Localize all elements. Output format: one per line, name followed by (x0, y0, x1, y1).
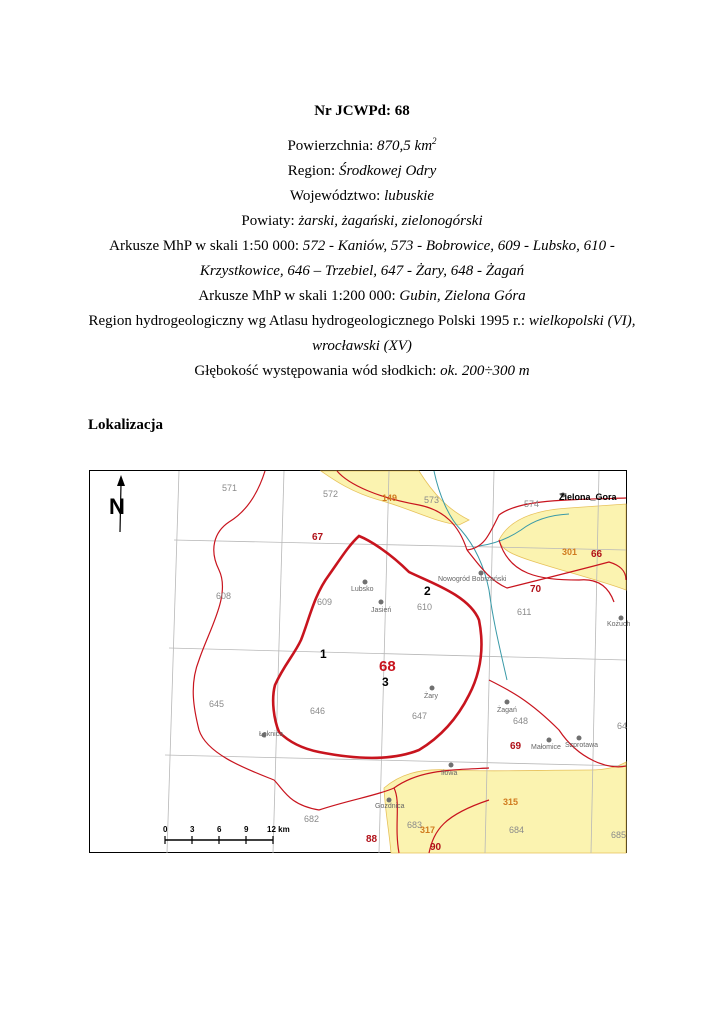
town-label: Żary (424, 693, 438, 700)
town-label: Szprotawa (565, 742, 599, 749)
town-label: Kożuch (607, 621, 631, 628)
scale-tick: 6 (217, 825, 222, 834)
sheet-number: 646 (310, 706, 326, 716)
town-label: Małomice (531, 744, 561, 751)
voivodeship-line: Województwo: lubuskie (289, 188, 435, 204)
depth-line: Głębokość występowania wód słodkich: ok. 200÷300 m (194, 363, 530, 379)
sheets200-line: Arkusze MhP w skali 1:200 000: Gubin, Zielona Góra (198, 288, 526, 304)
town-label: Lubsko (351, 586, 374, 593)
sheet-number: 682 (304, 814, 320, 824)
sheet-number: 684 (509, 825, 525, 835)
gw-number: 301 (562, 547, 578, 557)
hydro-region-line: Region hydrogeologiczny wg Atlasu hydrogeologicznego Polski 1995 r.: wielkopolski (VI), (88, 313, 636, 329)
town-label: Żagań (497, 707, 517, 714)
sheets50-line: Arkusze MhP w skali 1:50 000: 572 - Kaniów, 573 - Bobrowice, 609 - Lubsko, 610 - (109, 238, 615, 254)
jcwpd-number: 88 (366, 834, 378, 845)
section-title-localization: Lokalizacja (88, 417, 163, 433)
jcwpd-number: 90 (430, 842, 442, 853)
north-label: N (109, 494, 125, 519)
town-label: Gozdnica (375, 803, 405, 810)
sheet-number: 611 (517, 607, 532, 617)
sheet-number: 610 (417, 602, 433, 612)
sheet-number: 647 (412, 711, 428, 721)
sheet-number: 685 (611, 830, 627, 840)
subarea-label: 3 (382, 675, 389, 689)
sheet-number: 648 (513, 716, 529, 726)
sheet-number: 683 (407, 820, 423, 830)
town-label: Nowogród Bobrzański (438, 576, 507, 583)
sheet-number: 571 (222, 483, 238, 493)
scale-tick: 3 (190, 825, 195, 834)
town-label: Łęknica (259, 731, 284, 738)
sheet-number: 574 (524, 499, 540, 509)
town-label: Zielona_Gora (559, 492, 617, 502)
jcwpd-title: Nr JCWPd: 68 (314, 103, 410, 119)
scale-tick: 9 (244, 825, 249, 834)
gw-number: 315 (503, 797, 519, 807)
sheet-number: 609 (317, 597, 333, 607)
sheet-number: 645 (209, 699, 225, 709)
counties-line: Powiaty: żarski, żagański, zielonogórski (241, 213, 483, 229)
sheet-number: 608 (216, 591, 232, 601)
gw-number: 149 (382, 493, 398, 503)
subarea-label: 2 (424, 584, 431, 598)
location-map (89, 470, 631, 853)
sheet-number: 573 (424, 495, 440, 505)
subarea-label: 1 (320, 647, 327, 661)
town-label: Jasień (371, 607, 392, 614)
jcwpd-number: 67 (312, 532, 324, 543)
jcwpd-number: 69 (510, 741, 522, 752)
hydro-region-line-2: wrocławski (XV) (312, 338, 412, 354)
town-label: Iłowa (441, 770, 458, 777)
scale-tick: 0 (163, 825, 168, 834)
area-line: Powierzchnia: 870,5 $km^2$ (287, 136, 437, 154)
sheet-number: 572 (323, 489, 339, 499)
region-line: Region: Środkowej Odry (287, 163, 437, 179)
jcwpd-number: 66 (591, 549, 603, 560)
main-area-label: 68 (379, 658, 396, 675)
jcwpd-number: 70 (530, 584, 542, 595)
sheets50-line-2: Krzystkowice, 646 – Trzebiel, 647 - Żary, 648 - Żagań (199, 263, 525, 279)
sheet-number: 64 (617, 721, 628, 731)
scale-tick: 12 km (267, 825, 290, 834)
gw-number: 317 (420, 825, 436, 835)
